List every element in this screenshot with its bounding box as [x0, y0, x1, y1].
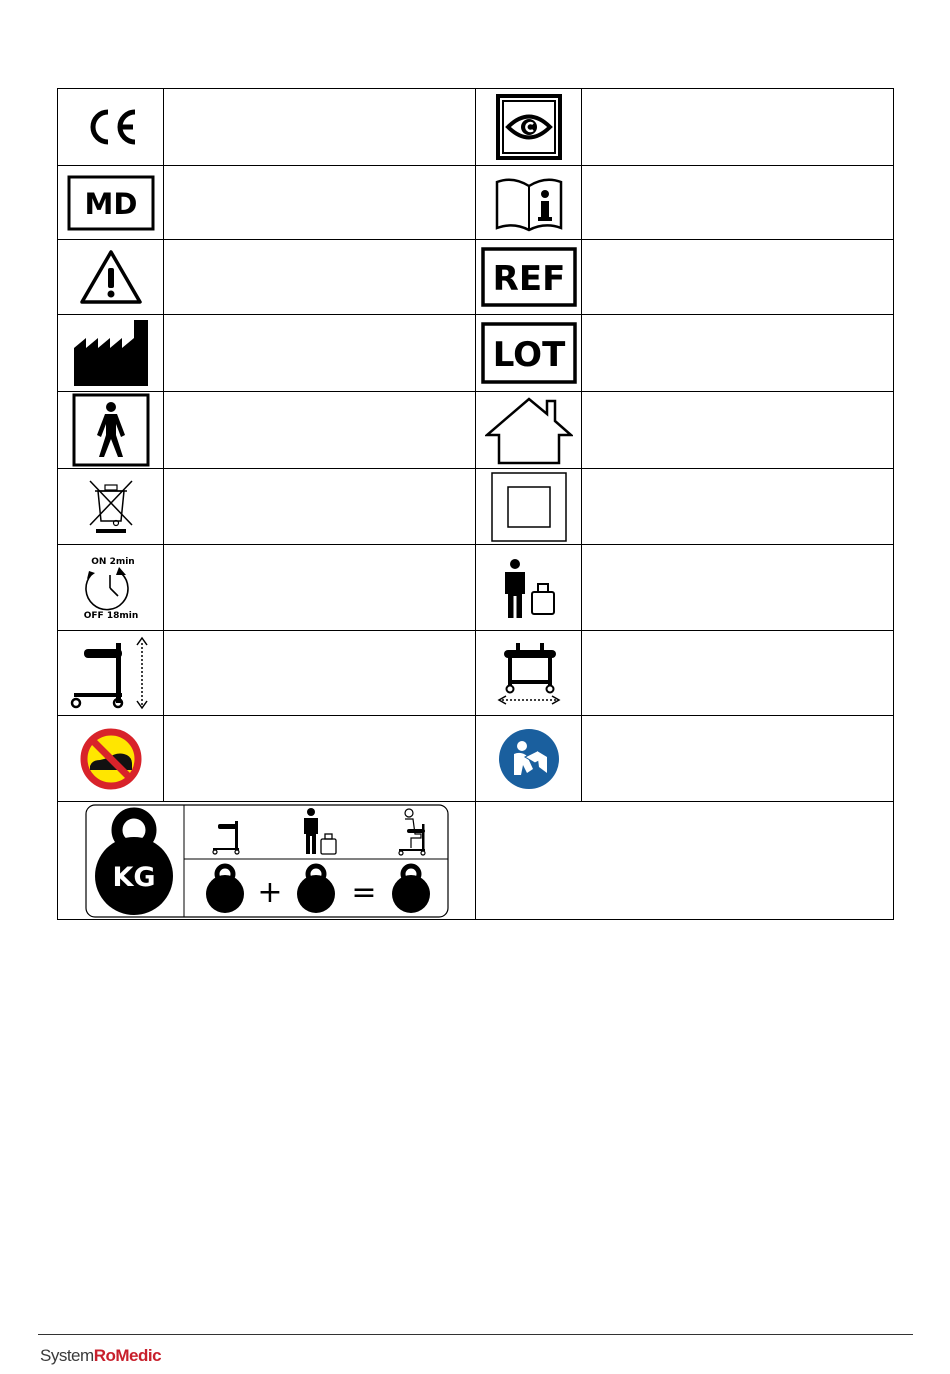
symbol-cell [476, 166, 582, 240]
off-time-label: OFF 18min [83, 610, 138, 621]
warning-icon [79, 248, 143, 306]
symbol-cell [58, 802, 476, 920]
table-row [58, 716, 894, 802]
description-cell [582, 716, 894, 802]
symbols-table [57, 88, 894, 920]
description-cell [582, 89, 894, 166]
description-cell [164, 315, 476, 392]
kettlebell-icon [206, 866, 244, 913]
symbol-cell [58, 716, 164, 802]
symbol-cell [58, 166, 164, 240]
table-row [58, 315, 894, 392]
max-patient-weight-icon [499, 556, 559, 620]
no-shoes-icon [78, 726, 144, 792]
height-adjustment-icon [66, 635, 156, 711]
symbol-cell [476, 545, 582, 631]
footer-divider [38, 1334, 913, 1335]
description-cell [582, 240, 894, 315]
duty-cycle-icon [75, 555, 147, 621]
description-cell [164, 166, 476, 240]
reference-number-icon [481, 247, 577, 307]
symbol-cell [58, 240, 164, 315]
description-cell [164, 631, 476, 716]
table-row [58, 89, 894, 166]
read-manual-icon [497, 727, 561, 791]
symbol-cell [476, 631, 582, 716]
description-cell [582, 545, 894, 631]
description-cell [164, 716, 476, 802]
description-cell [476, 802, 894, 920]
symbol-cell [58, 392, 164, 469]
lot-number-icon [481, 322, 577, 384]
symbol-cell [476, 89, 582, 166]
table-row [58, 166, 894, 240]
description-cell [164, 545, 476, 631]
lot-label: LOT [492, 335, 565, 375]
brand-part-2: RoMedic [93, 1346, 162, 1365]
eye-icon [496, 94, 562, 160]
patient-weight-icon [304, 808, 336, 854]
symbol-cell [476, 392, 582, 469]
medical-device-icon [67, 175, 155, 231]
manufacturer-icon [72, 318, 150, 388]
type-b-applied-part-icon [72, 393, 150, 467]
description-cell [582, 469, 894, 545]
instructions-info-icon [493, 174, 565, 232]
kettlebell-icon [392, 866, 430, 913]
plus-sign: + [256, 874, 283, 910]
weee-disposal-icon [86, 479, 136, 535]
on-time-label: ON 2min [90, 556, 135, 567]
patient-on-lift-icon [399, 809, 425, 855]
kg-label: KG [111, 861, 156, 893]
kettlebell-icon [297, 866, 335, 913]
symbol-cell [58, 631, 164, 716]
description-cell [164, 392, 476, 469]
symbol-cell [476, 315, 582, 392]
table-row [58, 392, 894, 469]
symbol-cell [58, 315, 164, 392]
table-row [58, 631, 894, 716]
description-cell [164, 89, 476, 166]
description-cell [164, 240, 476, 315]
table-row [58, 545, 894, 631]
description-cell [164, 469, 476, 545]
width-adjustment-icon [494, 640, 564, 706]
table-row [58, 802, 894, 920]
md-label: MD [84, 186, 137, 221]
symbol-cell [58, 89, 164, 166]
indoor-use-icon [485, 395, 573, 465]
symbol-cell [476, 240, 582, 315]
symbol-cell [58, 469, 164, 545]
brand-part-1: System [40, 1346, 94, 1365]
lift-frame-icon [213, 821, 239, 854]
ref-label: REF [492, 259, 565, 299]
brand-logo [40, 1346, 161, 1366]
description-cell [582, 631, 894, 716]
table-row [58, 240, 894, 315]
table-row [58, 469, 894, 545]
description-cell [582, 392, 894, 469]
total-weight-icon [85, 804, 449, 918]
class-ii-double-insulation-icon [489, 471, 569, 543]
ce-mark-icon [81, 102, 141, 152]
equals-sign: = [350, 874, 377, 910]
symbol-cell [476, 469, 582, 545]
symbol-cell [58, 545, 164, 631]
description-cell [582, 315, 894, 392]
description-cell [582, 166, 894, 240]
symbol-cell [476, 716, 582, 802]
